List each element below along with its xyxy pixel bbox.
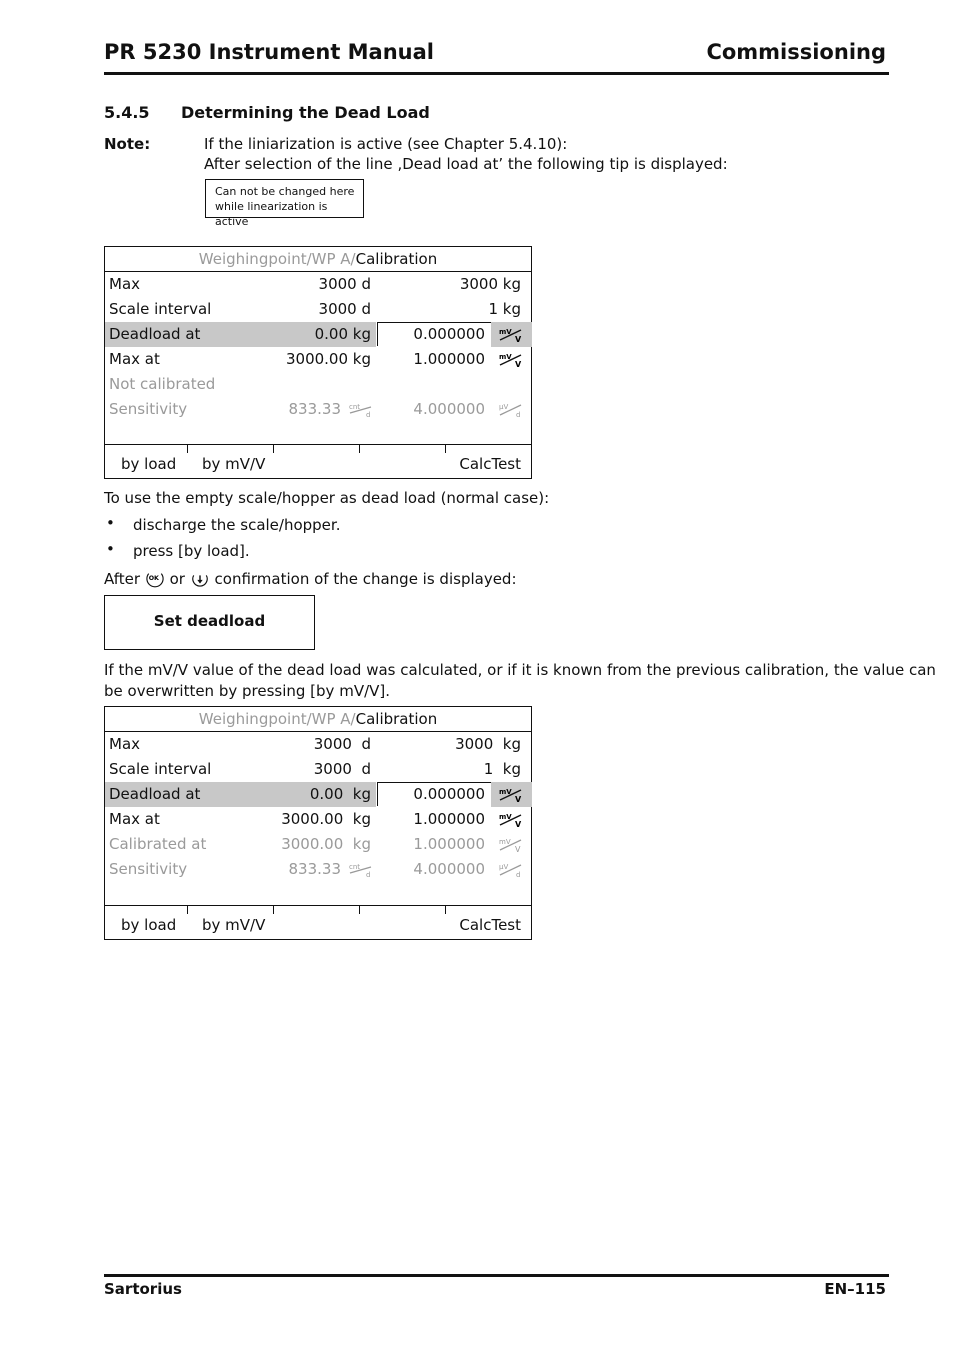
row-calibrated-at: [105, 832, 531, 857]
softkey-calctest[interactable]: CalcTest: [459, 455, 521, 473]
row-value-2: 1.000000: [413, 350, 485, 368]
softkey-bar: [105, 444, 531, 478]
row-label: Deadload at: [109, 785, 201, 803]
row-value-1: 3000.00 kg: [285, 350, 371, 368]
row-value-2: 1 kg: [483, 760, 521, 778]
softkey-calctest[interactable]: CalcTest: [459, 916, 521, 934]
mv-v-icon: [499, 787, 523, 803]
softkey-by-load[interactable]: by load: [121, 916, 177, 934]
uv-d-icon: [499, 862, 523, 878]
svg-text:OK: OK: [148, 574, 159, 582]
row-value-2: 0.000000: [413, 785, 485, 803]
paragraph-overwrite-1: If the mV/V value of the dead load was calculated, or if it is known from the previous calibration, the value can: [104, 661, 936, 679]
mv-v-icon: [499, 352, 523, 368]
paragraph-normal-case: To use the empty scale/hopper as dead load (normal case):: [104, 489, 550, 507]
svg-text:mV: mV: [499, 353, 512, 361]
row-sensitivity: [105, 857, 531, 882]
row-not-calibrated: [105, 372, 531, 397]
svg-text:d: d: [516, 411, 521, 418]
tip-line-2: while linearization is active: [215, 200, 328, 228]
row-value-2: 4.000000: [413, 860, 485, 878]
softkey-divider: [273, 906, 274, 914]
softkey-divider: [359, 906, 360, 914]
softkey-divider: [445, 906, 446, 914]
panel-title: [105, 707, 531, 732]
after-text: After: [104, 570, 141, 588]
row-max-at[interactable]: [105, 347, 531, 372]
row-value-2: 1 kg: [488, 300, 521, 318]
svg-text:cnt: cnt: [349, 403, 361, 411]
svg-text:cnt: cnt: [349, 863, 361, 871]
softkey-divider: [187, 445, 188, 453]
tip-box: [205, 179, 364, 228]
cnt-d-icon: [349, 862, 373, 878]
svg-text:d: d: [366, 411, 371, 418]
row-value-2: 3000 kg: [455, 735, 521, 753]
ok-key-icon: [145, 570, 165, 588]
row-label: Max at: [109, 810, 160, 828]
softkey-by-mvv[interactable]: by mV/V: [202, 455, 266, 473]
row-sensitivity: [105, 397, 531, 422]
svg-text:V: V: [515, 845, 521, 853]
section-title: Determining the Dead Load: [181, 103, 430, 122]
softkey-by-mvv[interactable]: by mV/V: [202, 916, 266, 934]
section-number: 5.4.5: [104, 103, 150, 122]
enter-arrow-key-icon: [190, 570, 210, 588]
svg-text:mV: mV: [499, 813, 512, 821]
header-rule: [104, 72, 889, 75]
row-value-1: 833.33: [288, 400, 341, 418]
bullet-discharge: discharge the scale/hopper.: [133, 516, 341, 534]
note-label: Note:: [104, 135, 151, 153]
row-label: Sensitivity: [109, 400, 188, 418]
row-label: Calibrated at: [109, 835, 207, 853]
row-label: Max: [109, 275, 141, 293]
row-value-2: 1.000000: [413, 810, 485, 828]
row-label: Not calibrated: [109, 375, 216, 393]
row-deadload-at[interactable]: [105, 782, 531, 807]
chapter-title: Commissioning: [706, 40, 886, 64]
footer-brand: Sartorius: [104, 1280, 182, 1298]
svg-text:µV: µV: [499, 403, 509, 411]
row-label: Deadload at: [109, 325, 201, 343]
softkey-divider: [273, 445, 274, 453]
or-text: or: [169, 570, 185, 588]
softkey-bar: [105, 905, 531, 939]
row-value-1: 0.00 kg: [309, 785, 371, 803]
svg-text:V: V: [515, 795, 522, 803]
row-scale-interval[interactable]: [105, 757, 531, 782]
page-number: EN–115: [824, 1280, 886, 1298]
softkey-by-load[interactable]: by load: [121, 455, 177, 473]
tip-line-1: Can not be changed here: [215, 185, 355, 198]
row-value-2: 3000 kg: [459, 275, 521, 293]
bullet-dot: •: [106, 514, 115, 532]
cnt-d-icon: [349, 402, 373, 418]
mv-v-icon: [499, 837, 523, 853]
softkey-divider: [187, 906, 188, 914]
mv-v-icon: [499, 327, 523, 343]
after-confirmation-line: [104, 569, 517, 589]
row-max[interactable]: [105, 732, 531, 757]
panel-title-current: Calibration: [355, 250, 438, 268]
paragraph-overwrite-2: be overwritten by pressing [by mV/V].: [104, 682, 391, 700]
panel-breadcrumb: Weighingpoint/WP A/: [198, 250, 356, 268]
softkey-divider: [359, 445, 360, 453]
row-value-1: 0.00 kg: [314, 325, 371, 343]
bullet-press-by-load: press [by load].: [133, 542, 250, 560]
panel-title: [105, 247, 531, 272]
calibration-panel-2: [104, 706, 532, 940]
svg-text:V: V: [515, 360, 522, 368]
svg-text:V: V: [515, 820, 522, 828]
row-value-1: 3000.00 kg: [281, 835, 371, 853]
svg-text:µV: µV: [499, 863, 509, 871]
bullet-dot: •: [106, 540, 115, 558]
svg-text:V: V: [515, 335, 522, 343]
svg-text:d: d: [516, 871, 521, 878]
row-label: Scale interval: [109, 760, 212, 778]
note-line-2: After selection of the line ‚Dead load at’ the following tip is displayed:: [204, 155, 728, 173]
svg-text:mV: mV: [499, 838, 511, 846]
row-value-1: 3000.00 kg: [281, 810, 371, 828]
row-label: Sensitivity: [109, 860, 188, 878]
calibration-panel-1: [104, 246, 532, 479]
row-label: Max at: [109, 350, 160, 368]
row-value-1: 3000 d: [318, 300, 371, 318]
row-value-1: 3000 d: [318, 275, 371, 293]
row-max[interactable]: [105, 272, 531, 297]
row-value-1: 833.33: [288, 860, 341, 878]
manual-title: PR 5230 Instrument Manual: [104, 40, 435, 64]
note-line-1: If the liniarization is active (see Chapter 5.4.10):: [204, 135, 568, 153]
panel-title-current: Calibration: [355, 710, 438, 728]
mv-v-icon: [499, 812, 523, 828]
confirmation-text: confirmation of the change is displayed:: [214, 570, 517, 588]
svg-text:mV: mV: [499, 788, 512, 796]
row-label: Scale interval: [109, 300, 212, 318]
row-value-2: 4.000000: [413, 400, 485, 418]
set-deadload-message: Set deadload: [104, 595, 315, 650]
svg-text:mV: mV: [499, 328, 512, 336]
uv-d-icon: [499, 402, 523, 418]
row-value-1: 3000 d: [313, 760, 371, 778]
row-value-2: 1.000000: [413, 835, 485, 853]
svg-text:d: d: [366, 871, 371, 878]
row-scale-interval[interactable]: [105, 297, 531, 322]
footer-rule: [104, 1274, 889, 1277]
softkey-divider: [445, 445, 446, 453]
row-label: Max: [109, 735, 141, 753]
row-max-at[interactable]: [105, 807, 531, 832]
row-value-1: 3000 d: [313, 735, 371, 753]
row-value-2: 0.000000: [413, 325, 485, 343]
row-deadload-at[interactable]: [105, 322, 531, 347]
panel-breadcrumb: Weighingpoint/WP A/: [198, 710, 356, 728]
